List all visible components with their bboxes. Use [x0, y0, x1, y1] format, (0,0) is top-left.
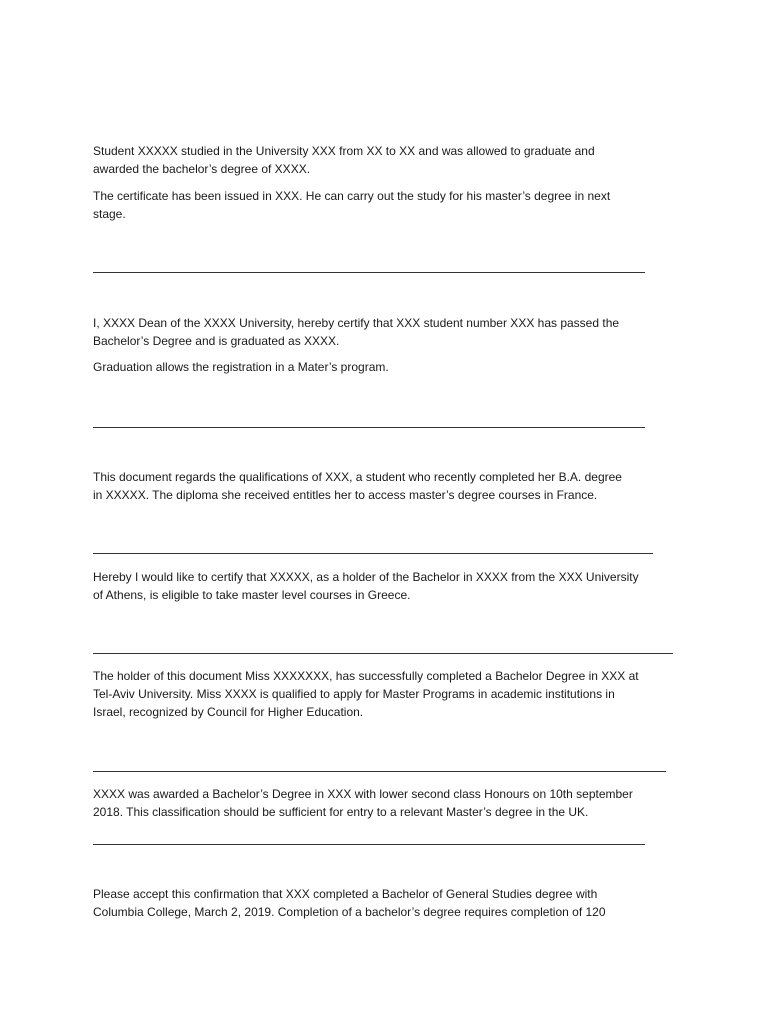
certificate-text-3: This document regards the qualifications of XXX, a student who recently completed her B.A. degree in XXXXX. The diploma she received entitles her to access master’s degree courses in France.	[93, 470, 622, 502]
separator-line-3	[93, 553, 653, 554]
certificate-text-1a: Student XXXXX studied in the University XXX from XX to XX and was allowed to graduate and awarded the bachelor’s degree of XXXX.	[93, 144, 595, 176]
certificate-text-2a: I, XXXX Dean of the XXXX University, hereby certify that XXX student number XXX has passed the Bachelor’s Degree and is graduated as XXXX.	[93, 316, 620, 348]
separator-line-2	[93, 427, 645, 428]
separator-line-5	[93, 771, 666, 772]
certificate-text-4: Hereby I would like to certify that XXXXX, as a holder of the Bachelor in XXXX from the XXX University of Athens, is eligible to take master level courses in Greece.	[93, 570, 639, 602]
certificate-text-7: Please accept this confirmation that XXX completed a Bachelor of General Studies degree with Columbia College, March 2, 2019. Completion of a bachelor’s degree requires completion of 120	[93, 887, 606, 919]
certificate-text-2b: Graduation allows the registration in a Mater’s program.	[93, 360, 389, 374]
separator-line-4	[93, 653, 673, 654]
certificate-text-6: XXXX was awarded a Bachelor’s Degree in XXX with lower second class Honours on 10th september 2018. This classification should be sufficient for entry to a relevant Master’s degree in the UK.	[93, 787, 633, 819]
separator-line-1	[93, 272, 645, 273]
separator-line-6	[93, 844, 645, 845]
certificate-text-5: The holder of this document Miss XXXXXXX, has successfully completed a Bachelor Degree in XXX at Tel-Aviv University. Miss XXXX is qualified to apply for Master Programs in academic institutions in Israel, recognized by Council for Higher Education.	[93, 669, 639, 719]
certificate-text-1b: The certificate has been issued in XXX. He can carry out the study for his master’s degree in next stage.	[93, 189, 611, 221]
